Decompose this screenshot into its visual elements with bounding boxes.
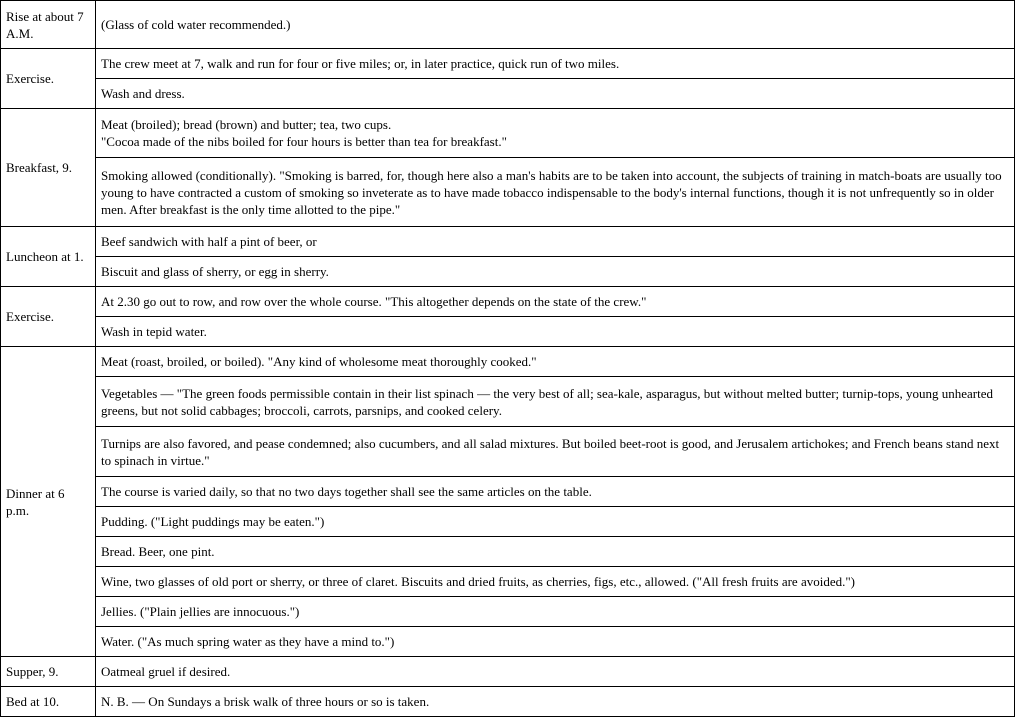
table-row [1, 158, 1015, 227]
schedule-item: The course is varied daily, so that no two days together shall see the same articles on the table. [96, 477, 1015, 507]
time-cell: Rise at about 7 A.M. [1, 1, 96, 49]
time-cell: Breakfast, 9. [1, 109, 96, 227]
table-row [1, 627, 1015, 657]
table-row [1, 227, 1015, 257]
time-cell: Bed at 10. [1, 687, 96, 717]
schedule-item: Turnips are also favored, and pease condemned; also cucumbers, and all salad mixtures. But boiled beet-root is good, and Jerusalem artichokes; and French beans stand next to spinach in virtue." [96, 427, 1015, 477]
table-row [1, 427, 1015, 477]
schedule-item: Smoking allowed (conditionally). "Smoking is barred, for, though here also a man's habits are to be taken into account, the subjects of training in match-boats are usually too young to have contracted a custom of smoking so inveterate as to have made tobacco indispensable to the body's internal functions, though it is not unfrequently so in older men. After breakfast is the only time allotted to the pipe." [96, 158, 1015, 227]
table-row [1, 377, 1015, 427]
schedule-item [96, 347, 1015, 377]
schedule-item: The crew meet at 7, walk and run for four or five miles; or, in later practice, quick run of two miles. [96, 49, 1015, 79]
cell-border-overhang [1014, 347, 1015, 377]
time-cell: Luncheon at 1. [1, 227, 96, 287]
table-row [1, 477, 1015, 507]
table-row [1, 567, 1015, 597]
schedule-item: Wash in tepid water. [96, 317, 1015, 347]
table-row [1, 79, 1015, 109]
table-row [1, 257, 1015, 287]
time-cell: Exercise. [1, 287, 96, 347]
schedule-item: N. B. — On Sundays a brisk walk of three hours or so is taken. [96, 687, 1015, 717]
schedule-item: Jellies. ("Plain jellies are innocuous.") [96, 597, 1015, 627]
time-cell: Supper, 9. [1, 657, 96, 687]
schedule-item-line: Meat (broiled); bread (brown) and butter; tea, two cups. [101, 117, 392, 132]
schedule-item: Oatmeal gruel if desired. [96, 657, 1015, 687]
schedule-item-line: "Cocoa made of the nibs boiled for four hours is better than tea for breakfast." [101, 134, 507, 149]
schedule-item: Vegetables — "The green foods permissible contain in their list spinach — the very best of all; sea-kale, asparagus, but without melted butter; turnip-tops, young unhearted greens, but not solid cabbages; broccoli, carrots, parsnips, and cooked celery. [96, 377, 1015, 427]
schedule-item: At 2.30 go out to row, and row over the whole course. "This altogether depends on the state of the crew." [96, 287, 1015, 317]
schedule-item: Water. ("As much spring water as they have a mind to.") [96, 627, 1015, 657]
table-row [1, 317, 1015, 347]
table-row [1, 507, 1015, 537]
schedule-item-text: Meat (roast, broiled, or boiled). "Any kind of wholesome meat thoroughly cooked." [101, 354, 537, 369]
schedule-item: Beef sandwich with half a pint of beer, or [96, 227, 1015, 257]
table-row [1, 537, 1015, 567]
schedule-item: (Glass of cold water recommended.) [96, 1, 1015, 49]
schedule-item: Biscuit and glass of sherry, or egg in sherry. [96, 257, 1015, 287]
table-row [1, 347, 1015, 377]
table-row [1, 287, 1015, 317]
time-cell: Dinner at 6 p.m. [1, 347, 96, 657]
time-cell: Exercise. [1, 49, 96, 109]
schedule-item: Bread. Beer, one pint. [96, 537, 1015, 567]
table-row [1, 49, 1015, 79]
schedule-item [96, 109, 1015, 158]
table-row [1, 597, 1015, 627]
table-row [1, 1, 1015, 49]
table-row [1, 109, 1015, 158]
schedule-item: Wine, two glasses of old port or sherry, or three of claret. Biscuits and dried fruits, as cherries, figs, etc., allowed. ("All fresh fruits are avoided.") [96, 567, 1015, 597]
table-row [1, 687, 1015, 717]
schedule-item: Wash and dress. [96, 79, 1015, 109]
table-row [1, 657, 1015, 687]
schedule-item: Pudding. ("Light puddings may be eaten.") [96, 507, 1015, 537]
